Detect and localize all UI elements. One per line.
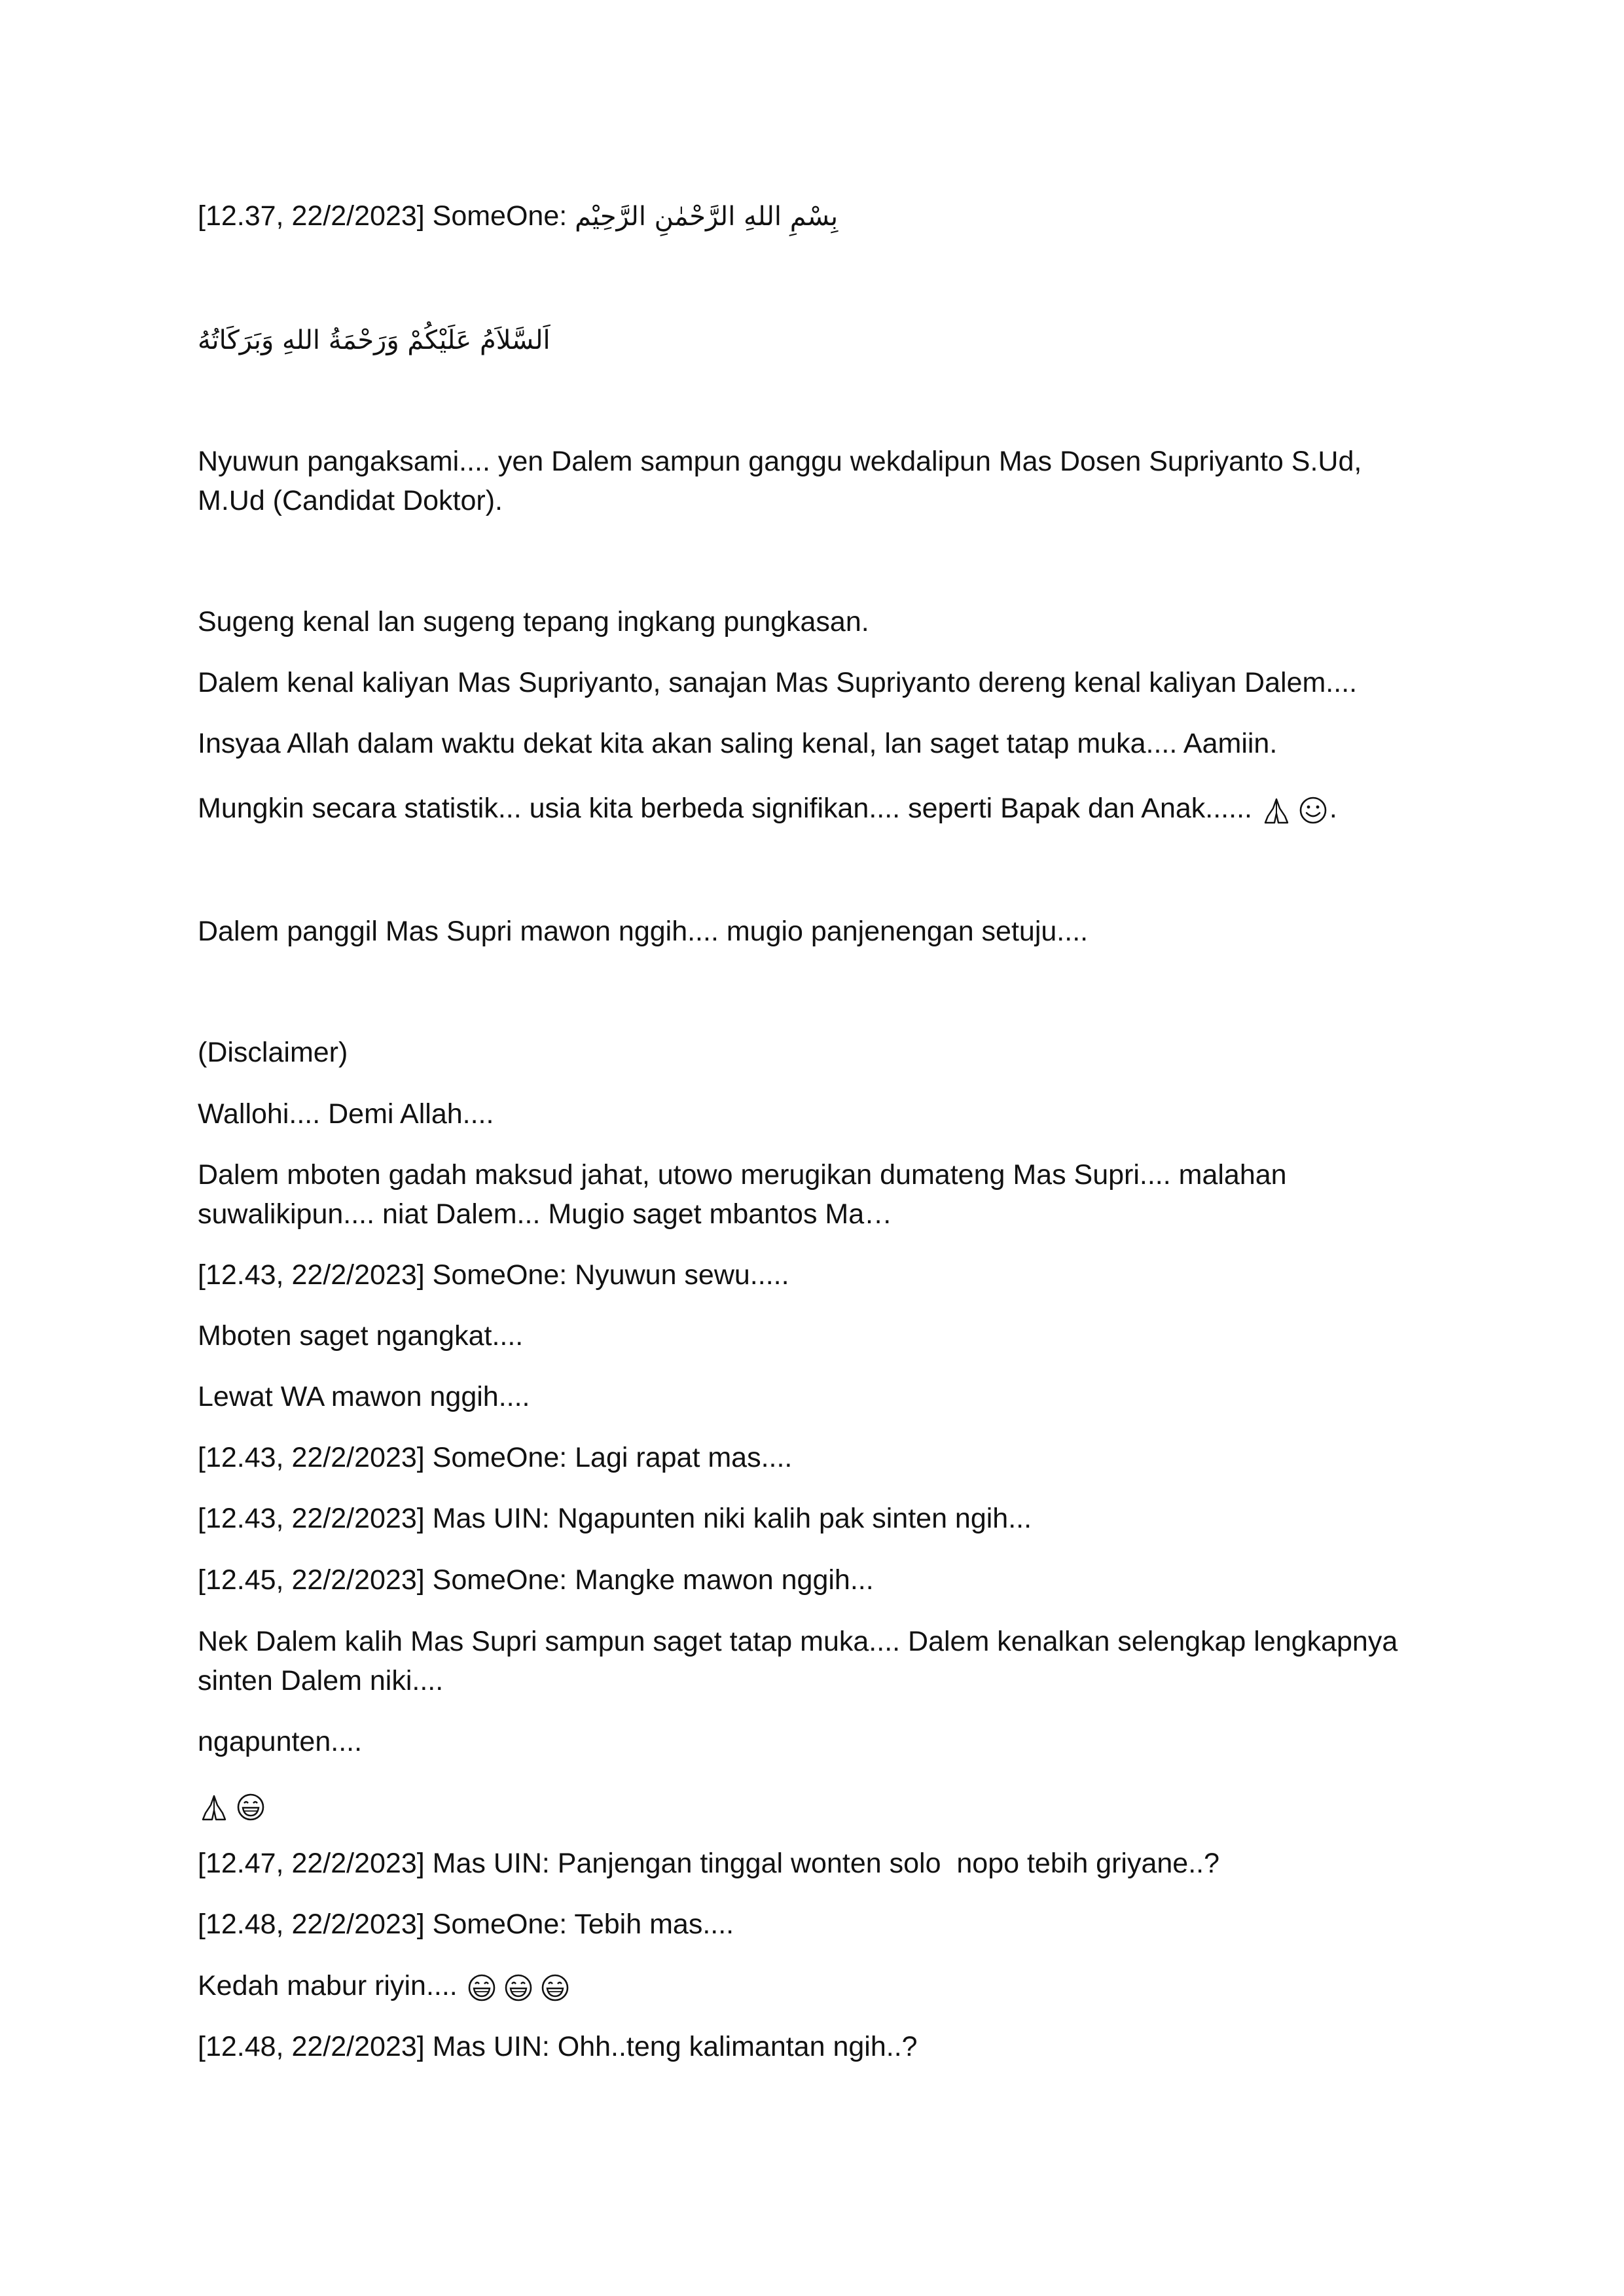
paragraph-statistics-end: .: [1329, 793, 1337, 824]
chat-line: Mboten saget ngangkat....: [198, 1320, 524, 1352]
grinning-face-icon: [465, 1971, 498, 2004]
chat-line: [12.45, 22/2/2023] SomeOne: Mangke mawon nggih...: [198, 1564, 874, 1596]
paragraph-mabur: Kedah mabur riyin....: [198, 1970, 458, 2001]
paragraph-acquaintance: Dalem kenal kaliyan Mas Supriyanto, sanajan Mas Supriyanto dereng kenal kaliyan Dalem....: [198, 667, 1358, 698]
emoji-line: [198, 1785, 1428, 1825]
smiling-face-icon: [1297, 794, 1329, 827]
chat-line: [12.48, 22/2/2023] Mas UIN: Ohh..teng kalimantan ngih..?: [198, 2031, 918, 2062]
chat-line: [12.43, 22/2/2023] SomeOne: Nyuwun sewu.....: [198, 1259, 789, 1291]
folded-hands-icon: [1260, 794, 1293, 827]
grinning-face-icon: [234, 1791, 267, 1823]
chat-line: [12.47, 22/2/2023] Mas UIN: Panjengan tinggal wonten solo nopo tebih griyane..?: [198, 1848, 1220, 1879]
paragraph-wallohi: Wallohi.... Demi Allah....: [198, 1098, 494, 1130]
paragraph-mabur-line: [198, 1966, 1428, 2005]
chat-line: [12.43, 22/2/2023] Mas UIN: Ngapunten niki kalih pak sinten ngih...: [198, 1503, 1032, 1534]
chat-line: ngapunten....: [198, 1726, 363, 1757]
arabic-salam-text: اَلسَّلاَمُ عَلَيْكُمْ وَرَحْمَةُ اللهِ وَبَرَكَاتُهُ: [198, 325, 550, 355]
message-header: [12.37, 22/2/2023] SomeOne:: [198, 200, 568, 232]
paragraph-insyaallah: Insyaa Allah dalam waktu dekat kita akan saling kenal, lan saget tatap muka.... Aamiin.: [198, 728, 1278, 759]
chat-line: [12.43, 22/2/2023] SomeOne: Lagi rapat mas....: [198, 1442, 793, 1473]
paragraph-panggil: Dalem panggil Mas Supri mawon nggih.... mugio panjenengan setuju....: [198, 916, 1089, 947]
arabic-salam: [198, 321, 1428, 360]
paragraph-apology: Nyuwun pangaksami.... yen Dalem sampun ganggu wekdalipun Mas Dosen Supriyanto S.Ud, M.Ud (Candidat Doktor).: [198, 446, 1370, 516]
grinning-face-icon: [502, 1971, 535, 2004]
paragraph-greeting: Sugeng kenal lan sugeng tepang ingkang pungkasan.: [198, 606, 869, 637]
grinning-face-icon: [539, 1971, 571, 2004]
folded-hands-icon: [198, 1791, 230, 1823]
paragraph-statistics-line: [198, 789, 1428, 828]
document-page: [198, 0, 1428, 2296]
chat-line: [12.48, 22/2/2023] SomeOne: Tebih mas....: [198, 1909, 734, 1940]
paragraph-statistics: Mungkin secara statistik... usia kita berbeda signifikan.... seperti Bapak dan Anak......: [198, 793, 1252, 824]
paragraph-disclaimer: (Disclaimer): [198, 1037, 348, 1068]
paragraph-tatap-muka: Nek Dalem kalih Mas Supri sampun saget tatap muka.... Dalem kenalkan selengkap lengkapnya sinten Dalem niki....: [198, 1626, 1406, 1696]
chat-line: Lewat WA mawon nggih....: [198, 1381, 530, 1412]
arabic-basmala: بِسْمِ اللهِ الرَّحْمٰنِ الرَّحِيْم: [575, 202, 839, 232]
message-header-line: [198, 196, 1428, 236]
paragraph-intention: Dalem mboten gadah maksud jahat, utowo merugikan dumateng Mas Supri.... malahan suwalikipun.... niat Dalem... Mugio saget mbantos Ma…: [198, 1159, 1295, 1230]
